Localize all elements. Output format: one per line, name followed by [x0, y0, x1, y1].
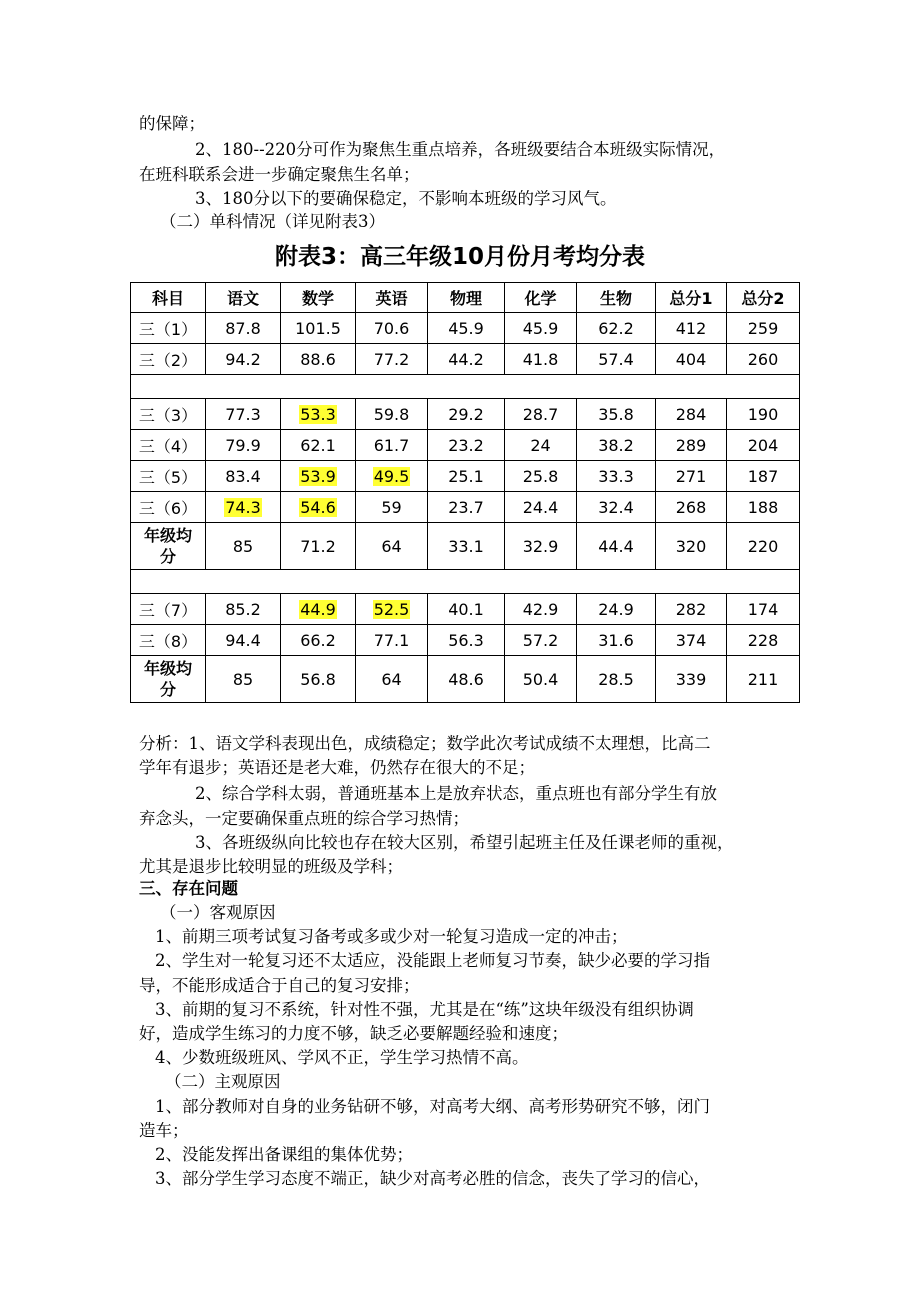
separator-row — [131, 375, 800, 399]
table-cell: 23.2 — [428, 430, 505, 461]
table-cell: 64 — [356, 523, 428, 570]
table-cell: 48.6 — [428, 656, 505, 703]
body-line: 2、没能发挥出备课组的集体优势； — [155, 1145, 413, 1164]
table-cell — [281, 492, 356, 523]
table-cell: 412 — [656, 313, 727, 344]
table-cell: 220 — [727, 523, 800, 570]
header-cell: 语文 — [206, 283, 281, 313]
body-line: 4、少数班级班风、学风不正，学生学习热情不高。 — [155, 1048, 529, 1067]
body-line: 1、前期三项考试复习备考或多或少对一轮复习造成一定的冲击； — [155, 927, 628, 946]
table-cell: 94.2 — [206, 344, 281, 375]
table-cell: 25.1 — [428, 461, 505, 492]
table-cell: 374 — [656, 625, 727, 656]
table-cell: 44.4 — [577, 523, 656, 570]
table-cell: 42.9 — [505, 594, 577, 625]
table-cell: 94.4 — [206, 625, 281, 656]
table-row — [131, 313, 800, 344]
table-cell: 35.8 — [577, 399, 656, 430]
table-cell: 77.1 — [356, 625, 428, 656]
table-cell: 85 — [206, 656, 281, 703]
body-line: 2、学生对一轮复习还不太适应，没能跟上老师复习节奏，缺少必要的学习指 — [155, 951, 710, 970]
table-cell: 31.6 — [577, 625, 656, 656]
subsection-heading: （一）客观原因 — [160, 903, 276, 922]
table-cell: 83.4 — [206, 461, 281, 492]
table-cell: 77.3 — [206, 399, 281, 430]
analysis-line: 尤其是退步比较明显的班级及学科； — [139, 857, 403, 876]
table-cell: 28.5 — [577, 656, 656, 703]
table-cell: 24.9 — [577, 594, 656, 625]
table-cell: 50.4 — [505, 656, 577, 703]
table-cell: 57.4 — [577, 344, 656, 375]
body-line: 1、部分教师对自身的业务钻研不够，对高考大纲、高考形势研究不够，闭门 — [155, 1097, 710, 1116]
table-cell: 41.8 — [505, 344, 577, 375]
table-row — [131, 492, 800, 523]
header-cell: 英语 — [356, 283, 428, 313]
intro-line: 的保障； — [139, 114, 205, 133]
subsection-heading: （二）主观原因 — [165, 1072, 281, 1091]
header-row — [131, 283, 800, 313]
analysis-line: 3、各班级纵向比较也存在较大区别，希望引起班主任及任课老师的重视， — [195, 833, 734, 852]
table-cell: 56.3 — [428, 625, 505, 656]
table-cell: 268 — [656, 492, 727, 523]
header-cell: 总分2 — [727, 283, 800, 313]
row-label: 三（7） — [131, 594, 206, 625]
score-table — [130, 282, 800, 703]
row-label: 三（5） — [131, 461, 206, 492]
separator-cell — [131, 375, 800, 399]
table-cell: 32.4 — [577, 492, 656, 523]
table-cell: 211 — [727, 656, 800, 703]
table-cell: 101.5 — [281, 313, 356, 344]
table-row — [131, 523, 800, 570]
table-cell: 187 — [727, 461, 800, 492]
header-cell: 物理 — [428, 283, 505, 313]
table-cell: 66.2 — [281, 625, 356, 656]
table-cell: 77.2 — [356, 344, 428, 375]
separator-cell — [131, 570, 800, 594]
table-cell: 44.2 — [428, 344, 505, 375]
table-cell: 339 — [656, 656, 727, 703]
table-cell — [281, 594, 356, 625]
header-cell: 生物 — [577, 283, 656, 313]
header-cell: 科目 — [131, 283, 206, 313]
highlighted-value: 44.9 — [300, 599, 336, 619]
row-label: 三（6） — [131, 492, 206, 523]
table-cell — [281, 461, 356, 492]
row-label: 年级均 分 — [131, 656, 206, 703]
table-cell: 23.7 — [428, 492, 505, 523]
analysis-line: 弃念头，一定要确保重点班的综合学习热情； — [139, 809, 469, 828]
table-cell: 59.8 — [356, 399, 428, 430]
body-line: 好，造成学生练习的力度不够，缺乏必要解题经验和速度； — [139, 1024, 568, 1043]
highlighted-value: 74.3 — [225, 497, 261, 517]
row-label: 三（8） — [131, 625, 206, 656]
table-row — [131, 344, 800, 375]
table-row — [131, 594, 800, 625]
highlighted-value: 53.9 — [300, 466, 336, 486]
table-cell: 188 — [727, 492, 800, 523]
row-label: 三（1） — [131, 313, 206, 344]
table-cell — [281, 399, 356, 430]
table-cell: 57.2 — [505, 625, 577, 656]
analysis-line: 分析：1、语文学科表现出色，成绩稳定；数学此次考试成绩不太理想，比高二 — [139, 734, 711, 753]
table-cell — [356, 594, 428, 625]
table-row — [131, 399, 800, 430]
table-cell: 32.9 — [505, 523, 577, 570]
table-cell: 320 — [656, 523, 727, 570]
highlighted-value: 53.3 — [300, 404, 336, 424]
row-label: 三（3） — [131, 399, 206, 430]
table-cell: 87.8 — [206, 313, 281, 344]
highlighted-value: 52.5 — [373, 599, 410, 619]
table-cell: 24.4 — [505, 492, 577, 523]
table-cell: 190 — [727, 399, 800, 430]
table-cell: 228 — [727, 625, 800, 656]
table-cell: 204 — [727, 430, 800, 461]
header-cell: 化学 — [505, 283, 577, 313]
table-cell: 56.8 — [281, 656, 356, 703]
intro-line: 2、180--220分可作为聚焦生重点培养，各班级要结合本班级实际情况， — [195, 140, 726, 159]
row-label: 三（4） — [131, 430, 206, 461]
table-cell: 33.3 — [577, 461, 656, 492]
table-cell: 85 — [206, 523, 281, 570]
header-cell: 数学 — [281, 283, 356, 313]
table-cell: 282 — [656, 594, 727, 625]
table-cell: 289 — [656, 430, 727, 461]
table-cell: 24 — [505, 430, 577, 461]
header-cell: 总分1 — [656, 283, 727, 313]
table-title: 附表3：高三年级10月份月考均分表 — [274, 244, 645, 270]
table-row — [131, 430, 800, 461]
table-cell: 25.8 — [505, 461, 577, 492]
separator-row — [131, 570, 800, 594]
analysis-line: 2、综合学科太弱，普通班基本上是放弃状态，重点班也有部分学生有放 — [195, 784, 717, 803]
table-cell: 271 — [656, 461, 727, 492]
table-cell: 62.2 — [577, 313, 656, 344]
section-heading: 三、存在问题 — [139, 879, 238, 898]
table-row — [131, 656, 800, 703]
table-row — [131, 625, 800, 656]
table-cell: 260 — [727, 344, 800, 375]
table-cell: 40.1 — [428, 594, 505, 625]
intro-line: 3、180分以下的要确保稳定，不影响本班级的学习风气。 — [195, 189, 617, 208]
table-cell: 174 — [727, 594, 800, 625]
table-cell: 88.6 — [281, 344, 356, 375]
highlighted-value: 54.6 — [300, 497, 336, 517]
table-cell: 404 — [656, 344, 727, 375]
intro-line: 在班科联系会进一步确定聚焦生名单； — [139, 165, 420, 184]
body-line: 3、前期的复习不系统，针对性不强，尤其是在“练”这块年级没有组织协调 — [155, 1000, 694, 1019]
body-line: 3、部分学生学习态度不端正，缺少对高考必胜的信念，丧失了学习的信心， — [155, 1169, 710, 1188]
table-cell: 61.7 — [356, 430, 428, 461]
table-cell: 38.2 — [577, 430, 656, 461]
table-cell: 259 — [727, 313, 800, 344]
table-cell: 284 — [656, 399, 727, 430]
table-cell: 79.9 — [206, 430, 281, 461]
table-cell: 71.2 — [281, 523, 356, 570]
table-cell: 45.9 — [428, 313, 505, 344]
highlighted-value: 49.5 — [373, 466, 410, 486]
body-line: 造车； — [139, 1121, 189, 1140]
row-label: 三（2） — [131, 344, 206, 375]
table-cell: 64 — [356, 656, 428, 703]
table-cell: 70.6 — [356, 313, 428, 344]
table-cell: 33.1 — [428, 523, 505, 570]
table-cell — [356, 461, 428, 492]
table-cell: 85.2 — [206, 594, 281, 625]
table-cell: 28.7 — [505, 399, 577, 430]
table-cell: 62.1 — [281, 430, 356, 461]
body-line: 导，不能形成适合于自己的复习安排； — [139, 976, 420, 995]
table-cell: 29.2 — [428, 399, 505, 430]
table-cell — [206, 492, 281, 523]
table-row — [131, 461, 800, 492]
row-label: 年级均 分 — [131, 523, 206, 570]
table-cell: 59 — [356, 492, 428, 523]
analysis-line: 学年有退步；英语还是老大难，仍然存在很大的不足； — [139, 758, 535, 777]
table-cell: 45.9 — [505, 313, 577, 344]
subsection-heading: （二）单科情况（详见附表3） — [160, 212, 385, 231]
